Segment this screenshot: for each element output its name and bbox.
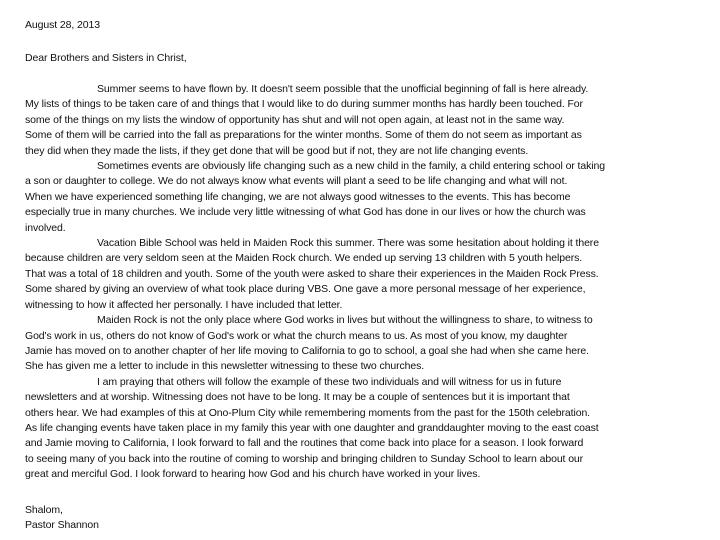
paragraph-line: Sometimes events are obviously life changing such as a new child in the family, a child entering school or taking — [97, 160, 605, 173]
paragraph-line: newsletters and at worship. Witnessing does not have to be long. It may be a couple of sentences but it is important that — [25, 391, 570, 404]
paragraph-line: She has given me a letter to include in this newsletter witnessing to these two churches. — [25, 360, 425, 373]
letter-date: August 28, 2013 — [25, 19, 100, 31]
letter-paragraph — [25, 159, 693, 236]
paragraph-line: witnessing to how it affected her personally. I have included that letter. — [25, 298, 343, 311]
paragraph-line: I am praying that others will follow the example of these two individuals and will witness for us in future — [97, 375, 562, 388]
paragraph-line: That was a total of 18 children and youth. Some of the youth were asked to share their experiences in the Maiden Rock Press. — [25, 267, 599, 280]
letter-body — [25, 82, 693, 483]
paragraph-line: a son or daughter to college. We do not always know what events will plant a seed to be life changing and what will not. — [25, 175, 568, 188]
letter-signature: Pastor Shannon — [25, 519, 99, 531]
paragraph-line: Some of them will be carried into the fall as preparations for the winter months. Some of them do not seem as important as — [25, 129, 582, 142]
paragraph-line: When we have experienced something life changing, we are not always good witnesses to the events. This has become — [25, 190, 571, 203]
letter-paragraph — [25, 82, 693, 159]
letter-greeting: Dear Brothers and Sisters in Christ, — [25, 52, 187, 64]
paragraph-line: Summer seems to have flown by. It doesn't seem possible that the unofficial beginning of fall is here already. — [97, 83, 589, 95]
paragraph-line: they did when they made the lists, if they get done that will be good but if not, they are not life changing events. — [25, 144, 529, 157]
paragraph-line: and Jamie moving to California, I look forward to fall and the routines that come back into place for a season. I look forward — [25, 437, 584, 450]
letter-closing: Shalom, — [25, 504, 63, 516]
paragraph-line: My lists of things to be taken care of and things that I would like to do during summer months has hardly been touched. For — [25, 98, 583, 111]
letter-paragraph — [25, 236, 693, 313]
paragraph-line: As life changing events have taken place in my family this year with one daughter and granddaughter moving to the east coast — [25, 421, 599, 434]
paragraph-line: involved. — [25, 221, 66, 234]
letter-paragraph — [25, 375, 693, 483]
paragraph-line: some of the things on my lists the window of opportunity has shut and will not open again, at least not in the same way. — [25, 113, 565, 126]
paragraph-line: to seeing many of you back into the routine of coming to worship and bringing children to Sunday School to learn about our — [25, 452, 584, 465]
paragraph-line: others hear. We had examples of this at Ono-Plum City while remembering moments from the past for the 150th celebration. — [25, 406, 590, 419]
paragraph-line: especially true in many churches. We include very little witnessing of what God has done in our lives or how the church was — [25, 206, 586, 219]
paragraph-line: because children are very seldom seen at the Maiden Rock church. We ended up serving 13 children with 5 youth helpers. — [25, 252, 583, 265]
letter-paragraph — [25, 313, 693, 375]
paragraph-line: Vacation Bible School was held in Maiden Rock this summer. There was some hesitation about holding it there — [97, 237, 599, 250]
paragraph-line: Jamie has moved on to another chapter of her life moving to California to go to school, a goal she had when she came here. — [25, 344, 589, 357]
paragraph-line: Some shared by giving an overview of what took place during VBS. One gave a more personal message of her experience, — [25, 283, 586, 296]
paragraph-line: God's work in us, others do not know of God's work or what the church means to us. As most of you know, my daughter — [25, 329, 568, 342]
letter-closing-block — [25, 503, 99, 533]
paragraph-line: Maiden Rock is not the only place where God works in lives but without the willingness to share, to witness to — [97, 314, 593, 327]
paragraph-line: great and merciful God. I look forward to hearing how God and his church have worked in your lives. — [25, 468, 481, 481]
